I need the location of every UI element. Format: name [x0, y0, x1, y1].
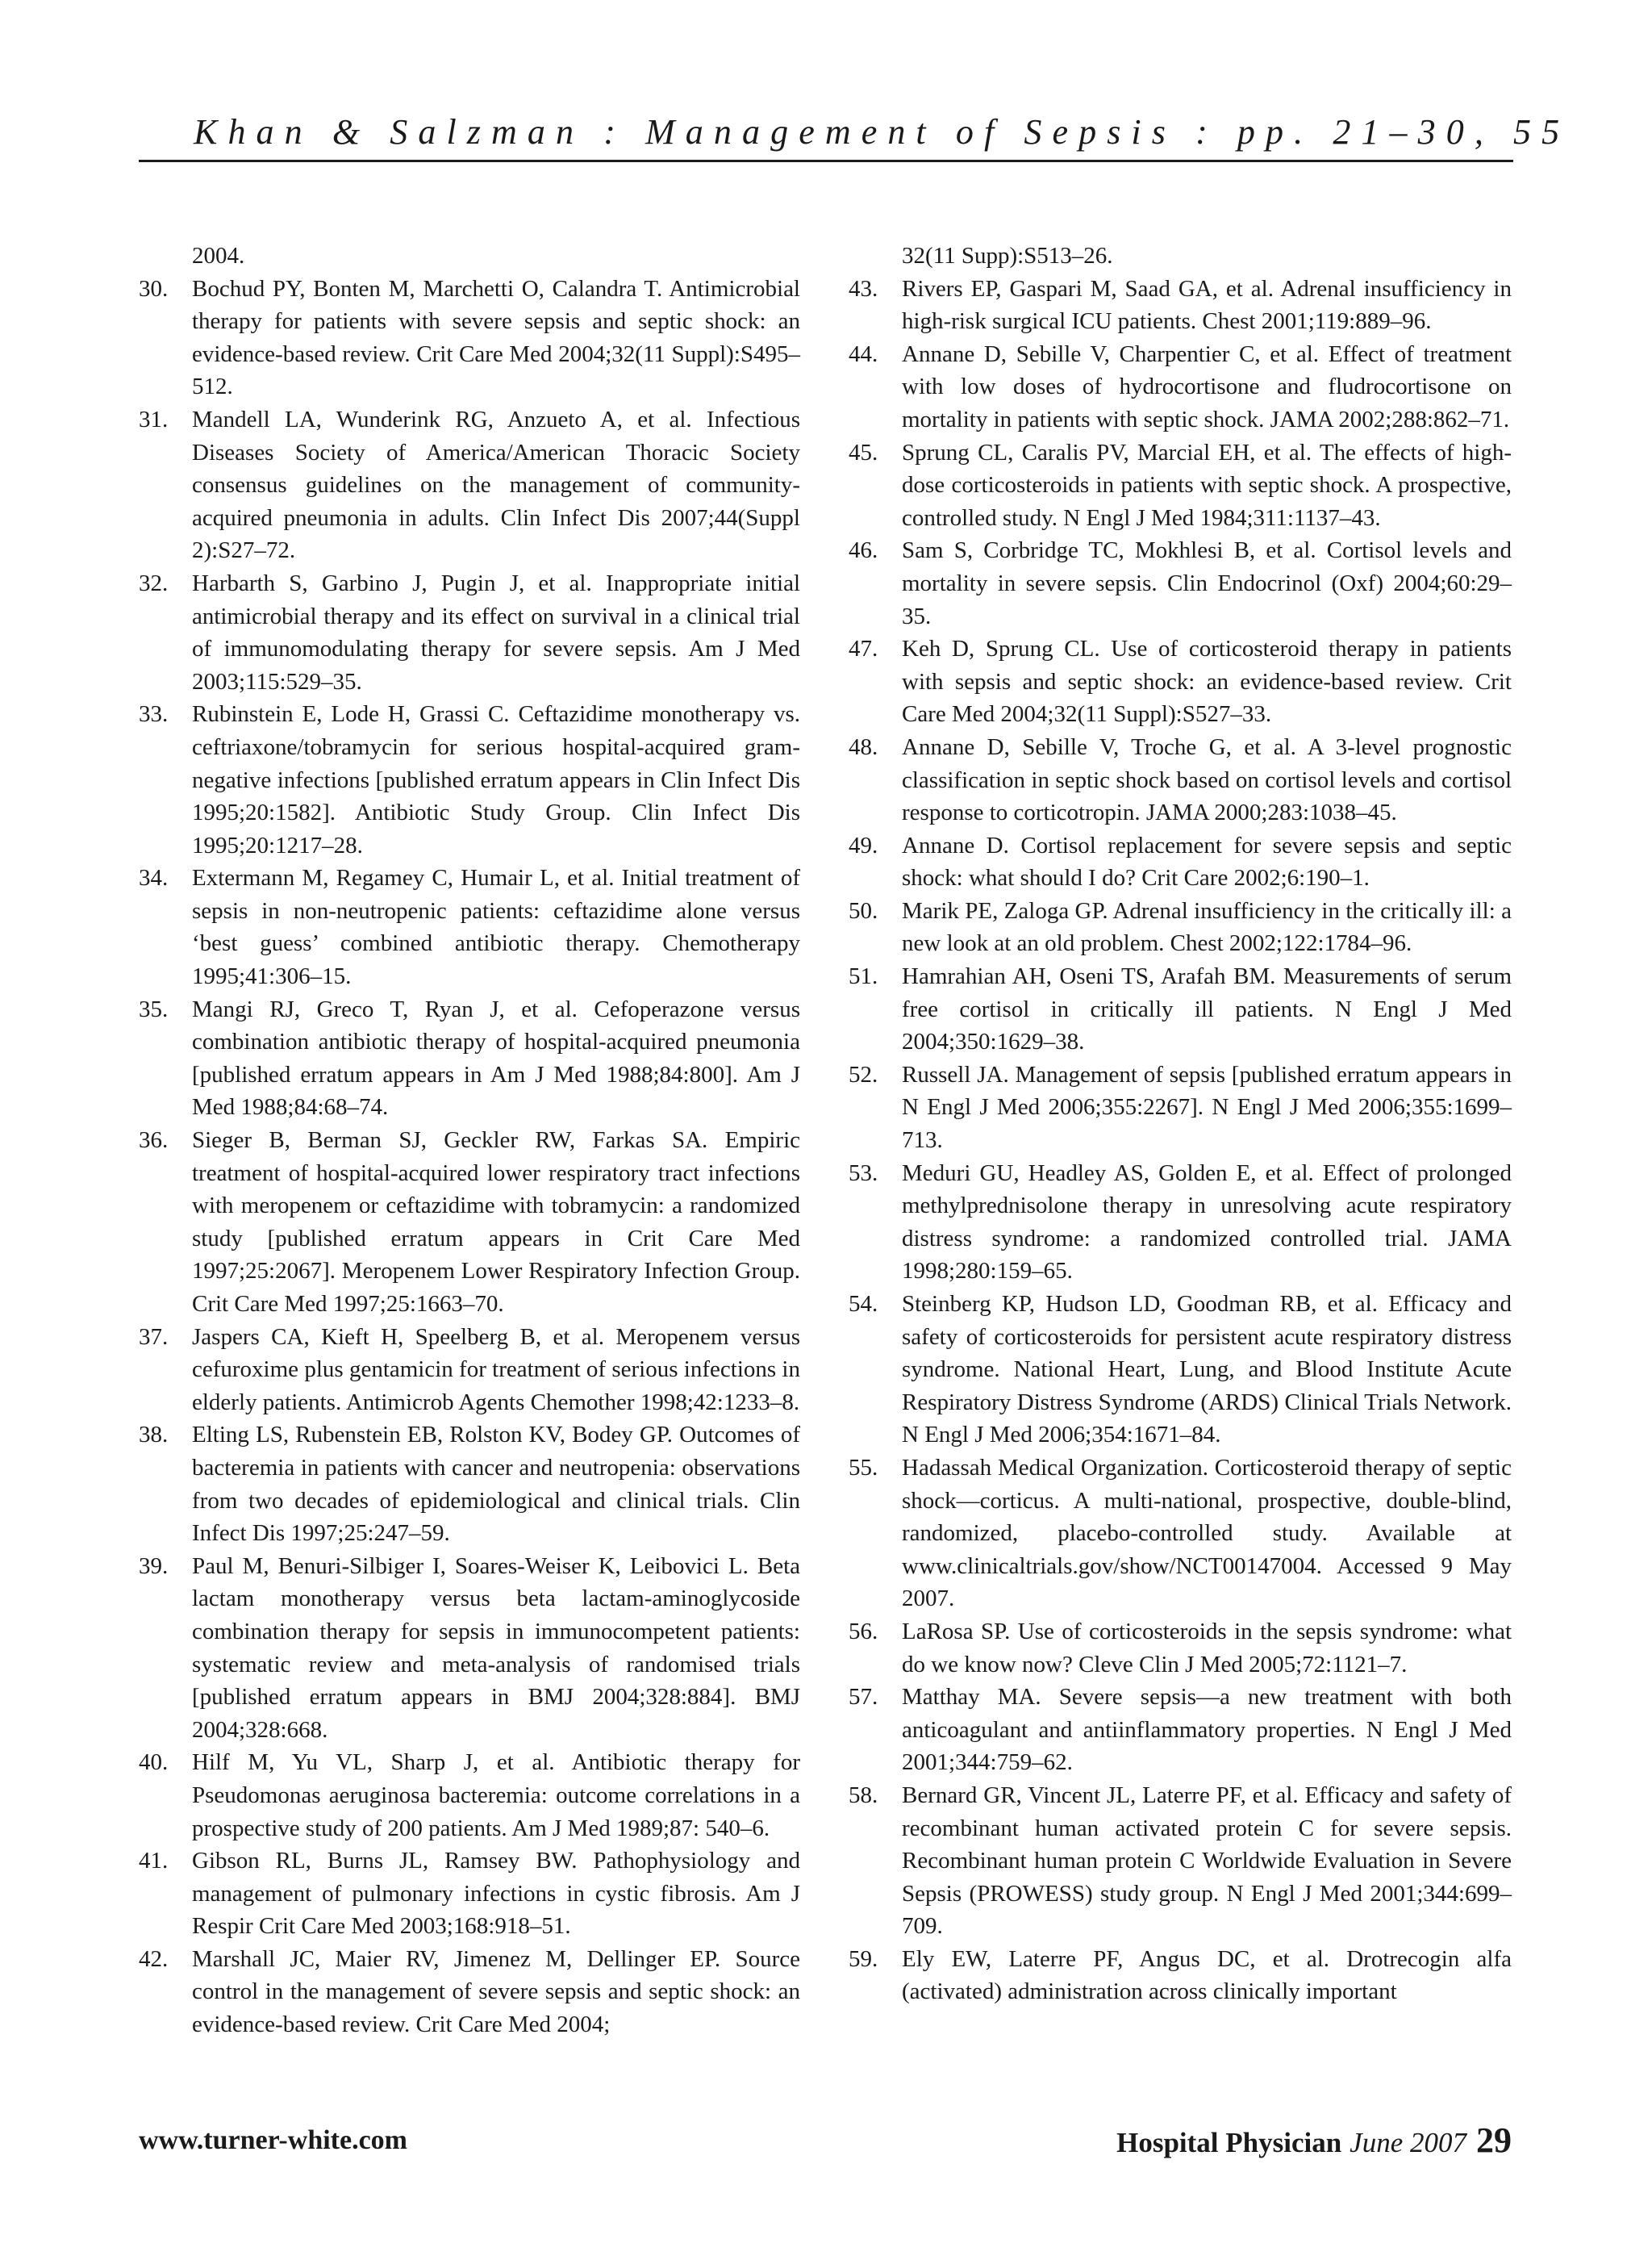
reference-text: Annane D, Sebille V, Charpentier C, et al. Effect of treatment with low doses of hydrocortisone and fludrocortisone on mortality in patients with septic shock. JAMA 2002;288:862–71. — [902, 340, 1512, 432]
reference-number: 46. — [849, 537, 878, 564]
reference-number: 43. — [849, 275, 878, 302]
reference-number: 33. — [139, 701, 169, 728]
reference-text: Sam S, Corbridge TC, Mokhlesi B, et al. Cortisol levels and mortality in severe sepsis. Clin Endocrinol (Oxf) 2004;60:29–35. — [902, 537, 1512, 629]
footer-journal-name: Hospital Physician — [1116, 2127, 1342, 2158]
reference-continuation: 2004. — [192, 243, 245, 269]
reference-item — [139, 1943, 800, 2041]
reference-number: 51. — [849, 963, 878, 990]
reference-item — [139, 1418, 800, 1549]
reference-text: Russell JA. Management of sepsis [published erratum appears in N Engl J Med 2006;355:2267]. N Engl J Med 2006;355:1699–713. — [902, 1061, 1512, 1154]
reference-item — [849, 437, 1512, 535]
reference-item — [849, 1059, 1512, 1157]
reference-number: 39. — [139, 1552, 169, 1579]
reference-item — [849, 1681, 1512, 1779]
reference-number: 45. — [849, 439, 878, 466]
reference-text: Sprung CL, Caralis PV, Marcial EH, et al. The effects of high-dose corticosteroids in patients with septic shock. A prospective, controlled study. N Engl J Med 1984;311:1137–43. — [902, 439, 1512, 531]
reference-item — [849, 731, 1512, 829]
reference-text: Ely EW, Laterre PF, Angus DC, et al. Drotrecogin alfa (activated) administration across clinically important — [902, 1945, 1512, 2005]
reference-continuation: 32(11 Supp):S513–26. — [902, 243, 1113, 269]
page-number: 29 — [1476, 2120, 1512, 2160]
reference-item — [849, 1288, 1512, 1452]
reference-text: Bochud PY, Bonten M, Marchetti O, Calandra T. Antimicrobial therapy for patients with severe sepsis and septic shock: an evidence-based review. Crit Care Med 2004;32(11 Suppl):S495–512. — [192, 275, 800, 400]
reference-text: Bernard GR, Vincent JL, Laterre PF, et al. Efficacy and safety of recombinant human activated protein C for severe sepsis. Recombinant human protein C Worldwide Evaluation in Severe Sepsis (PROWESS) study group. N Engl J Med 2001;344:699–709. — [902, 1782, 1512, 1940]
header-rule — [139, 160, 1513, 162]
reference-item — [849, 1943, 1512, 2008]
footer-issue-date: June 2007 — [1350, 2127, 1466, 2158]
reference-text: Hamrahian AH, Oseni TS, Arafah BM. Measurements of serum free cortisol in critically ill patients. N Engl J Med 2004;350:1629–38. — [902, 963, 1512, 1055]
reference-item — [849, 960, 1512, 1059]
reference-number: 41. — [139, 1848, 169, 1874]
reference-number: 34. — [139, 865, 169, 892]
reference-text: Rubinstein E, Lode H, Grassi C. Ceftazidime monotherapy vs. ceftriaxone/tobramycin for serious hospital-acquired gram-negative infections [published erratum appears in Clin Infect Dis 1995;20:1582]. Antibiotic Study Group. Clin Infect Dis 1995;20:1217–28. — [192, 701, 800, 859]
reference-number: 32. — [139, 570, 169, 596]
reference-item — [139, 862, 800, 992]
reference-text: Marik PE, Zaloga GP. Adrenal insufficiency in the critically ill: a new look at an old problem. Chest 2002;122:1784–96. — [902, 897, 1512, 957]
footer-journal-info — [1116, 2120, 1512, 2161]
reference-item — [139, 567, 800, 698]
reference-item — [849, 633, 1512, 731]
reference-number: 44. — [849, 340, 878, 367]
reference-number: 47. — [849, 636, 878, 662]
reference-number: 58. — [849, 1782, 878, 1808]
reference-text: Mangi RJ, Greco T, Ryan J, et al. Cefoperazone versus combination antibiotic therapy of hospital-acquired pneumonia [published erratum appears in Am J Med 1988;84:800]. Am J Med 1988;84:68–74. — [192, 996, 800, 1121]
reference-item — [849, 1615, 1512, 1681]
footer-website: www.turner-white.com — [139, 2125, 407, 2155]
reference-item — [139, 403, 800, 567]
reference-text: Annane D. Cortisol replacement for severe sepsis and septic shock: what should I do? Crit Care 2002;6:190–1. — [902, 832, 1512, 892]
reference-text: Meduri GU, Headley AS, Golden E, et al. Effect of prolonged methylprednisolone therapy in unresolving acute respiratory distress syndrome: a randomized controlled trial. JAMA 1998;280:159–65. — [902, 1159, 1512, 1285]
reference-text: Elting LS, Rubenstein EB, Rolston KV, Bodey GP. Outcomes of bacteremia in patients with cancer and neutropenia: observations from two decades of epidemiological and clinical trials. Clin Infect Dis 1997;25:247–59. — [192, 1422, 800, 1547]
reference-text: Jaspers CA, Kieft H, Speelberg B, et al. Meropenem versus cefuroxime plus gentamicin for treatment of serious infections in elderly patients. Antimicrob Agents Chemother 1998;42:1233–8. — [192, 1323, 800, 1415]
reference-text: Hadassah Medical Organization. Corticosteroid therapy of septic shock—corticus. A multi-national, prospective, double-blind, randomized, placebo-controlled study. Available at www.clinicaltrials.gov/show/NCT00147004. Accessed 9 May 2007. — [902, 1454, 1512, 1612]
reference-number: 52. — [849, 1061, 878, 1088]
reference-item — [139, 698, 800, 862]
reference-item — [849, 338, 1512, 437]
reference-text: Matthay MA. Severe sepsis—a new treatment with both anticoagulant and antiinflammatory properties. N Engl J Med 2001;344:759–62. — [902, 1684, 1512, 1776]
reference-item — [139, 1550, 800, 1747]
reference-text: Extermann M, Regamey C, Humair L, et al. Initial treatment of sepsis in non-neutropenic patients: ceftazidime alone versus ‘best guess’ combined antibiotic therapy. Chemotherapy 1995;41:306–15. — [192, 865, 800, 990]
reference-number: 59. — [849, 1945, 878, 1972]
reference-item — [139, 993, 800, 1124]
right-column — [849, 240, 1512, 2008]
reference-text: Paul M, Benuri-Silbiger I, Soares-Weiser K, Leibovici L. Beta lactam monotherapy versus beta lactam-aminoglycoside combination therapy for sepsis in immunocompetent patients: systematic review and meta-analysis of randomised trials [published erratum appears in BMJ 2004;328:884]. BMJ 2004;328:668. — [192, 1552, 800, 1743]
reference-number: 50. — [849, 897, 878, 924]
reference-number: 42. — [139, 1945, 169, 1972]
reference-item — [849, 895, 1512, 960]
reference-text: Steinberg KP, Hudson LD, Goodman RB, et al. Efficacy and safety of corticosteroids for persistent acute respiratory distress syndrome. National Heart, Lung, and Blood Institute Acute Respiratory Distress Syndrome (ARDS) Clinical Trials Network. N Engl J Med 2006;354:1671–84. — [902, 1291, 1512, 1448]
reference-number: 48. — [849, 733, 878, 760]
reference-number: 54. — [849, 1291, 878, 1317]
reference-number: 36. — [139, 1127, 169, 1154]
reference-item — [139, 1321, 800, 1419]
reference-number: 56. — [849, 1618, 878, 1644]
reference-number: 57. — [849, 1684, 878, 1711]
reference-item — [849, 534, 1512, 633]
reference-item — [139, 273, 800, 403]
reference-item — [139, 1124, 800, 1321]
reference-number: 31. — [139, 406, 169, 432]
reference-item — [139, 1746, 800, 1844]
reference-number: 37. — [139, 1323, 169, 1350]
reference-number: 35. — [139, 996, 169, 1022]
reference-number: 53. — [849, 1159, 878, 1186]
reference-number: 30. — [139, 275, 169, 302]
reference-text: Keh D, Sprung CL. Use of corticosteroid therapy in patients with sepsis and septic shock: an evidence-based review. Crit Care Med 2004;32(11 Suppl):S527–33. — [902, 636, 1512, 728]
reference-text: LaRosa SP. Use of corticosteroids in the sepsis syndrome: what do we know now? Cleve Clin J Med 2005;72:1121–7. — [902, 1618, 1512, 1677]
reference-text: Sieger B, Berman SJ, Geckler RW, Farkas SA. Empiric treatment of hospital-acquired lower respiratory tract infections with meropenem or ceftazidime with tobramycin: a randomized study [published erratum appears in Crit Care Med 1997;25:2067]. Meropenem Lower Respiratory Infection Group. Crit Care Med 1997;25:1663–70. — [192, 1127, 800, 1317]
reference-number: 49. — [849, 832, 878, 859]
reference-number: 40. — [139, 1749, 169, 1776]
reference-number: 55. — [849, 1454, 878, 1481]
reference-text: Gibson RL, Burns JL, Ramsey BW. Pathophysiology and management of pulmonary infections in cystic fibrosis. Am J Respir Crit Care Med 2003;168:918–51. — [192, 1848, 800, 1940]
reference-text: Rivers EP, Gaspari M, Saad GA, et al. Adrenal insufficiency in high-risk surgical ICU patients. Chest 2001;119:889–96. — [902, 275, 1512, 335]
reference-text: Hilf M, Yu VL, Sharp J, et al. Antibiotic therapy for Pseudomonas aeruginosa bacteremia: outcome correlations in a prospective study of 200 patients. Am J Med 1989;87: 540–6. — [192, 1749, 800, 1841]
reference-item — [849, 273, 1512, 338]
reference-item — [849, 1157, 1512, 1288]
left-column — [139, 240, 800, 2041]
reference-text: Annane D, Sebille V, Troche G, et al. A 3-level prognostic classification in septic shock based on cortisol levels and cortisol response to corticotropin. JAMA 2000;283:1038–45. — [902, 733, 1512, 826]
reference-number: 38. — [139, 1422, 169, 1448]
reference-item — [849, 829, 1512, 895]
running-head: Khan & Salzman : Management of Sepsis : pp. 21–30, 55 — [194, 112, 1571, 152]
reference-text: Marshall JC, Maier RV, Jimenez M, Dellinger EP. Source control in the management of severe sepsis and septic shock: an evidence-based review. Crit Care Med 2004; — [192, 1945, 800, 2038]
reference-text: Mandell LA, Wunderink RG, Anzueto A, et al. Infectious Diseases Society of America/American Thoracic Society consensus guidelines on the management of community-acquired pneumonia in adults. Clin Infect Dis 2007;44(Suppl 2):S27–72. — [192, 406, 800, 564]
reference-item — [139, 1844, 800, 1943]
reference-text: Harbarth S, Garbino J, Pugin J, et al. Inappropriate initial antimicrobial therapy and its effect on survival in a clinical trial of immunomodulating therapy for severe sepsis. Am J Med 2003;115:529–35. — [192, 570, 800, 695]
reference-item — [849, 1452, 1512, 1615]
reference-item — [849, 1779, 1512, 1943]
